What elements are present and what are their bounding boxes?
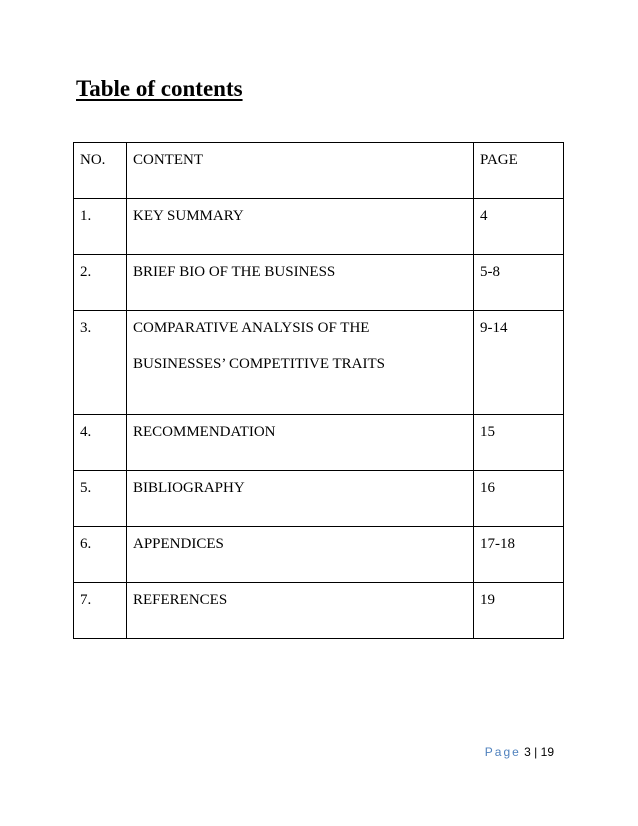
page-footer bbox=[485, 745, 554, 759]
header-content: CONTENT bbox=[127, 143, 474, 199]
row-number: 7. bbox=[74, 583, 127, 639]
row-content: BRIEF BIO OF THE BUSINESS bbox=[127, 255, 474, 311]
table-of-contents bbox=[73, 142, 564, 639]
row-content: APPENDICES bbox=[127, 527, 474, 583]
row-number: 1. bbox=[74, 199, 127, 255]
footer-total-pages: 19 bbox=[540, 745, 554, 759]
row-content: KEY SUMMARY bbox=[127, 199, 474, 255]
table-header-row bbox=[74, 143, 564, 199]
footer-page-label: Page bbox=[484, 745, 521, 759]
table-row bbox=[74, 255, 564, 311]
table-row bbox=[74, 471, 564, 527]
row-number: 5. bbox=[74, 471, 127, 527]
row-content: RECOMMENDATION bbox=[127, 415, 474, 471]
row-content bbox=[127, 311, 474, 415]
document-title: Table of contents bbox=[76, 76, 243, 101]
row-content-line-2: BUSINESSES’ COMPETITIVE TRAITS bbox=[133, 356, 385, 372]
row-page: 4 bbox=[474, 199, 564, 255]
row-content: BIBLIOGRAPHY bbox=[127, 471, 474, 527]
table-row bbox=[74, 583, 564, 639]
row-page: 16 bbox=[474, 471, 564, 527]
table-row bbox=[74, 199, 564, 255]
row-number: 4. bbox=[74, 415, 127, 471]
row-number: 2. bbox=[74, 255, 127, 311]
table-row bbox=[74, 527, 564, 583]
table-row bbox=[74, 311, 564, 415]
row-page: 17-18 bbox=[474, 527, 564, 583]
row-page: 9-14 bbox=[474, 311, 564, 415]
row-number: 3. bbox=[74, 311, 127, 415]
header-page: PAGE bbox=[474, 143, 564, 199]
row-number: 6. bbox=[74, 527, 127, 583]
row-page: 19 bbox=[474, 583, 564, 639]
footer-separator: | bbox=[534, 745, 538, 759]
row-page: 15 bbox=[474, 415, 564, 471]
header-no: NO. bbox=[74, 143, 127, 199]
row-content: REFERENCES bbox=[127, 583, 474, 639]
row-page: 5-8 bbox=[474, 255, 564, 311]
footer-current-page: 3 bbox=[524, 745, 531, 759]
row-content-line-1: COMPARATIVE ANALYSIS OF THE bbox=[133, 320, 370, 336]
table-row bbox=[74, 415, 564, 471]
